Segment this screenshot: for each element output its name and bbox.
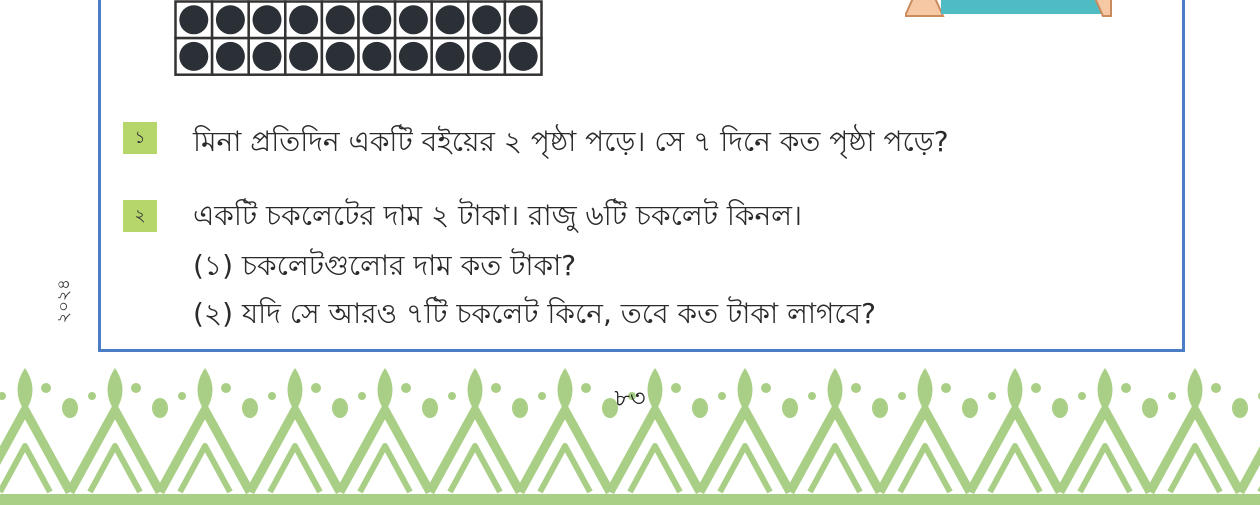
border-leaf (1188, 368, 1203, 412)
border-dot (581, 383, 591, 393)
border-drop (692, 398, 708, 418)
border-chevron-inner (900, 446, 950, 492)
border-chevron (0, 410, 70, 492)
child-illustration (905, 0, 1115, 18)
border-dot (131, 383, 141, 393)
border-dot (41, 383, 51, 393)
border-leaf (738, 368, 753, 412)
border-drop (1142, 398, 1158, 418)
border-dot (1168, 392, 1176, 400)
border-chevron-inner (270, 446, 320, 492)
border-drop (512, 398, 528, 418)
grid-dot (472, 5, 501, 34)
border-chevron-inner (1170, 446, 1220, 492)
border-dot (358, 392, 366, 400)
border-dot (88, 392, 96, 400)
border-leaf (198, 368, 213, 412)
border-leaf (468, 368, 483, 412)
grid-dot (179, 5, 208, 34)
question-2-part-1: (১) চকলেটগুলোর দাম কত টাকা? (193, 249, 577, 282)
border-leaf (558, 368, 573, 412)
border-dot (401, 383, 411, 393)
border-chevron-inner (720, 446, 770, 492)
border-chevron-inner (630, 446, 680, 492)
border-dot (941, 383, 951, 393)
border-leaf (1098, 368, 1113, 412)
border-dot (0, 392, 6, 400)
grid-dot (436, 42, 465, 71)
border-leaf (828, 368, 843, 412)
border-chevron-inner (180, 446, 230, 492)
border-drop (782, 398, 798, 418)
border-dot (491, 383, 501, 393)
border-drop (332, 398, 348, 418)
grid-dot (399, 5, 428, 34)
border-dot (538, 392, 546, 400)
grid-dot (216, 42, 245, 71)
border-dot (178, 392, 186, 400)
border-chevron-inner (540, 446, 590, 492)
grid-dot (289, 5, 318, 34)
border-chevron-inner (810, 446, 860, 492)
border-leaf (378, 368, 393, 412)
border-drop (872, 398, 888, 418)
border-chevron-inner (0, 446, 50, 492)
grid-dot (509, 42, 538, 71)
border-drop (422, 398, 438, 418)
grid-dot (326, 42, 355, 71)
grid-dot (472, 42, 501, 71)
dot-grid (174, 0, 544, 76)
side-year (48, 270, 82, 332)
border-drop (962, 398, 978, 418)
grid-dot (216, 5, 245, 34)
side-year-text: ২০২৪ (54, 278, 75, 324)
border-chevron-inner (90, 446, 140, 492)
border-dot (311, 383, 321, 393)
border-dot (808, 392, 816, 400)
grid-dot (289, 42, 318, 71)
border-drop (242, 398, 258, 418)
border-dot (1211, 383, 1221, 393)
border-drop (62, 398, 78, 418)
grid-dot (509, 5, 538, 34)
border-chevron-inner (990, 446, 1040, 492)
border-dot (761, 383, 771, 393)
border-drop (1232, 398, 1248, 418)
border-leaf (288, 368, 303, 412)
border-leaf (18, 368, 33, 412)
question-2-badge: ২ (123, 200, 157, 232)
grid-dot (179, 42, 208, 71)
border-chevron (1240, 410, 1260, 492)
grid-dot (253, 42, 282, 71)
border-dot (851, 383, 861, 393)
border-dot (988, 392, 996, 400)
page-number: ৮৩ (614, 384, 646, 412)
border-dot (898, 392, 906, 400)
question-1-text: মিনা প্রতিদিন একটি বইয়ের ২ পৃষ্ঠা পড়ে। সে ৭ দিনে কত পৃষ্ঠা পড়ে? (193, 125, 949, 158)
border-drop (1052, 398, 1068, 418)
border-dot (1078, 392, 1086, 400)
grid-dot (362, 5, 391, 34)
border-dot (1031, 383, 1041, 393)
border-chevron-inner (450, 446, 500, 492)
border-base (0, 494, 1260, 505)
grid-dot (399, 42, 428, 71)
border-dot (221, 383, 231, 393)
border-dot (268, 392, 276, 400)
grid-dot (326, 5, 355, 34)
grid-dot (436, 5, 465, 34)
question-2-text: একটি চকলেটের দাম ২ টাকা। রাজু ৬টি চকলেট কিনল। (193, 199, 803, 232)
border-leaf (108, 368, 123, 412)
grid-dot (362, 42, 391, 71)
border-chevron-inner (360, 446, 410, 492)
border-dot (671, 383, 681, 393)
border-leaf (1008, 368, 1023, 412)
question-2-part-2: (২) যদি সে আরও ৭টি চকলেট কিনে, তবে কত টাকা লাগবে? (193, 297, 876, 330)
grid-dot (253, 5, 282, 34)
question-1-badge: ১ (123, 122, 157, 154)
border-chevron-inner (1080, 446, 1130, 492)
border-leaf (918, 368, 933, 412)
border-dot (1121, 383, 1131, 393)
border-dot (448, 392, 456, 400)
border-drop (152, 398, 168, 418)
border-dot (718, 392, 726, 400)
